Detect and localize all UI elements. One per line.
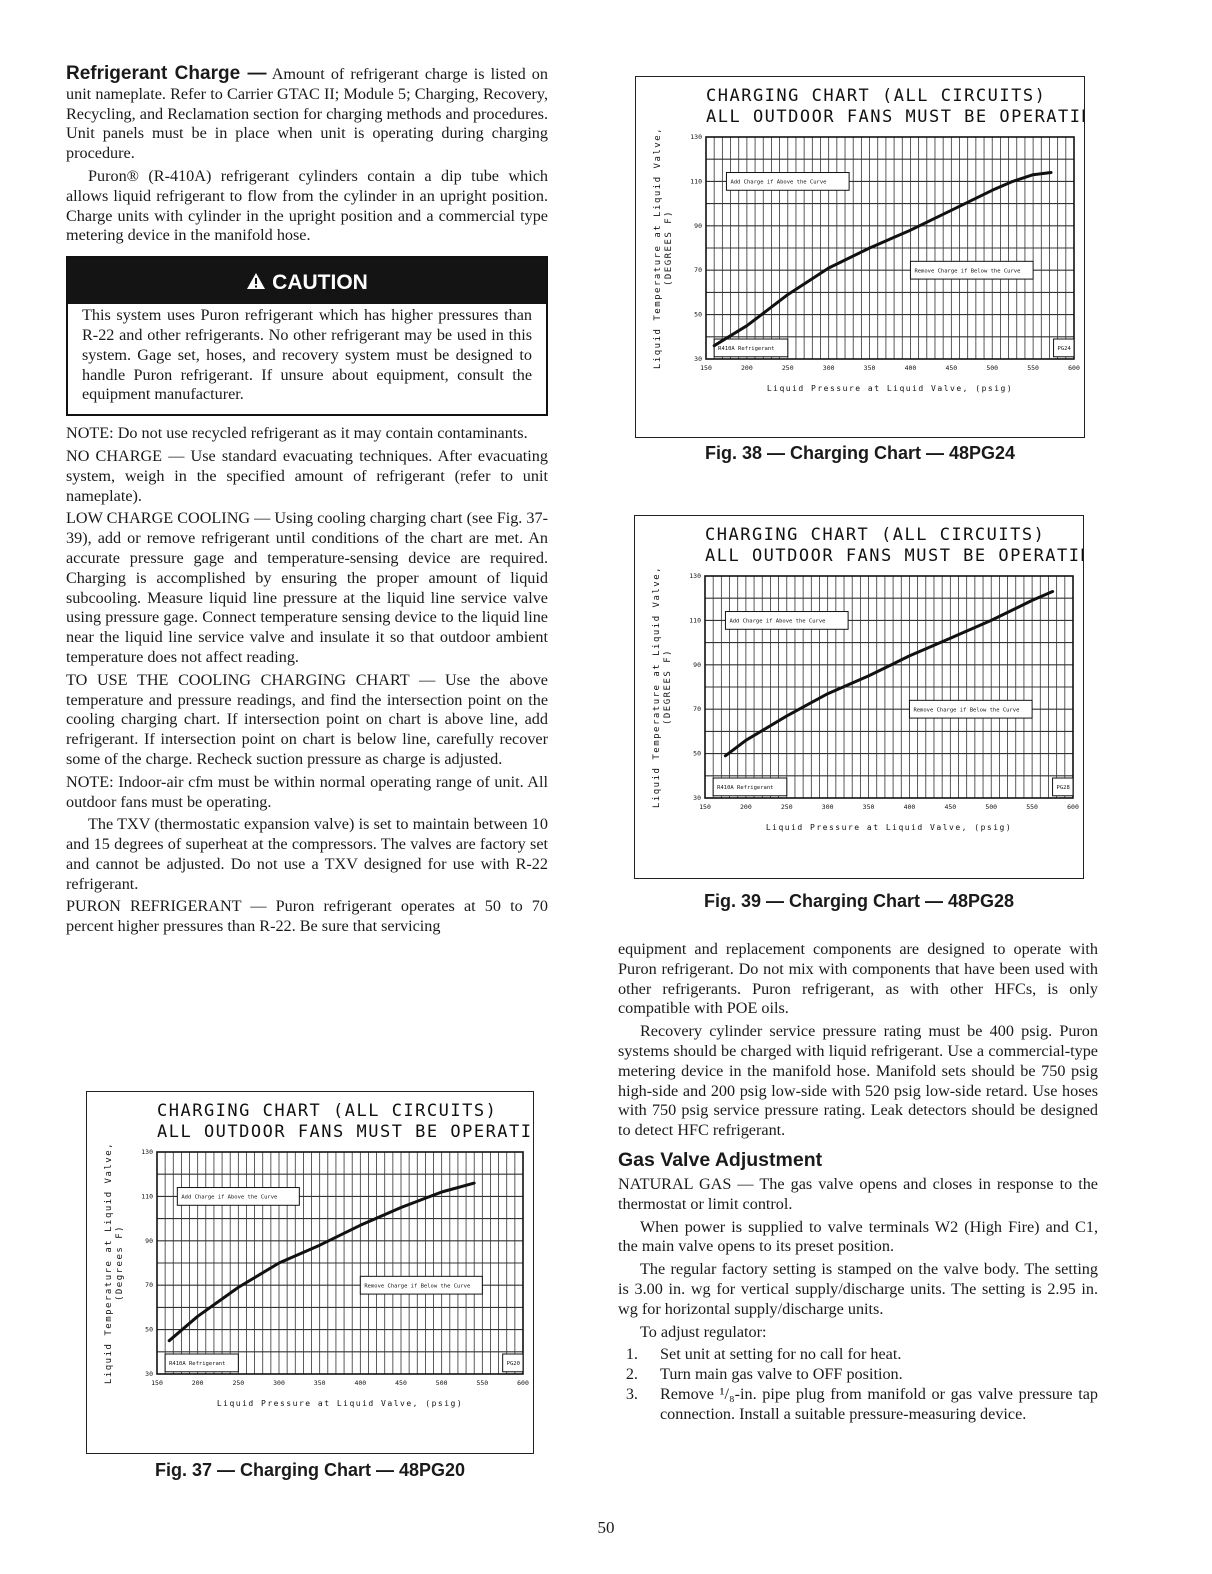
x-tick-label: 150 (151, 1379, 163, 1387)
x-tick-label: 500 (435, 1379, 448, 1387)
x-tick-label: 400 (904, 364, 917, 372)
caution-text: This system uses Puron refrigerant which has higher pressures than R-22 and other refrigerants. No other refrigerant may be used in this system. Gage set, hoses, and recovery system must be designed to handle Puron refrigerant. If unsure about equipment, consult the equipment manufacturer. (82, 306, 532, 404)
remove-charge-label: Remove Charge if Below the Curve (914, 268, 1021, 275)
note-indoor-air: NOTE: Indoor-air cfm must be within normal operating range of unit. All outdoor fans must be operating. (66, 772, 548, 811)
y-tick-label: 30 (694, 355, 702, 363)
to-use-chart-paragraph: TO USE THE COOLING CHARGING CHART — Use the above temperature and pressure readings, and find the intersection point on the cooling charging chart. If intersection point on chart is above line, add refrigerant. If intersection point on chart is below line, carefully recover some of the charge. Recheck suction pressure as charge is adjusted. (66, 670, 548, 768)
chart-subtitle: ALL OUTDOOR FANS MUST BE OPERATING (157, 1122, 533, 1142)
y-tick-label: 30 (145, 1370, 153, 1378)
figure-37-box (86, 1091, 534, 1454)
figure-38-caption: Fig. 38 — Charging Chart — 48PG24 (704, 443, 1016, 463)
x-tick-label: 350 (863, 364, 876, 372)
x-tick-label: 300 (273, 1379, 285, 1387)
y-tick-label: 130 (689, 572, 701, 580)
model-label: PG28 (1056, 785, 1070, 792)
add-charge-label: Add Charge if Above the Curve (730, 179, 827, 186)
factory-setting-paragraph: The regular factory setting is stamped on the valve body. The setting is 3.00 in. wg for vertical supply/discharge units. The setting is 2.95 in. wg for horizontal supply/discharge units. (618, 1260, 1098, 1318)
y-axis-label: Liquid Temperature at Liquid Valve,(Degrees F) (104, 1141, 125, 1385)
puron-refrigerant-paragraph: PURON REFRIGERANT — Puron refrigerant operates at 50 to 70 percent higher pressures than R-22. Be sure that servicing (66, 897, 548, 936)
no-charge-paragraph: NO CHARGE — Use standard evacuating techniques. After evacuating system, weigh in the specified amount of refrigerant (refer to unit nameplate). (66, 446, 548, 505)
to-adjust-label: To adjust regulator: (640, 1322, 767, 1341)
low-charge-paragraph: LOW CHARGE COOLING — Using cooling charging chart (see Fig. 37-39), add or remove refrigerant until conditions of the chart are met. An accurate pressure gage and temperature-sensing device are required. Charging is accomplished by ensuring the proper amount of liquid subcooling. Measure liquid line pressure at the liquid line service valve using pressure gage. Connect temperature sensing device to the liquid line near the liquid line service valve and insulate it so that outdoor ambient temperature does not affect reading. (66, 509, 548, 666)
figure-38-box (635, 76, 1085, 438)
warning-triangle-icon (246, 272, 266, 290)
charging-chart-48pg20 (87, 1092, 533, 1453)
x-tick-label: 300 (822, 364, 835, 372)
caution-title: CAUTION (272, 271, 368, 295)
y-axis-label: Liquid Temperature at Liquid Valve,(DEGREES F) (652, 565, 673, 809)
y-tick-label: 110 (689, 616, 701, 625)
list-item: 2. Turn main gas valve to OFF position. (642, 1365, 1098, 1385)
y-tick-label: 90 (145, 1236, 153, 1245)
refrigerant-charge-text: Amount of refrigerant charge is listed on unit nameplate. Refer to Carrier GTAC II; Module 5; Charging, Recovery, Recycling, and Reclamation section for charging methods and procedures. Unit panels must be in place when unit is operating during charging procedure. (66, 65, 548, 163)
y-tick-label: 50 (694, 310, 702, 319)
refrigerant-label: R410A Refrigerant (718, 346, 775, 353)
remove-charge-label: Remove Charge if Below the Curve (913, 707, 1020, 714)
x-tick-label: 350 (862, 803, 875, 811)
x-tick-label: 550 (1026, 803, 1038, 811)
model-label: PG20 (506, 1361, 520, 1368)
x-tick-label: 500 (985, 803, 998, 811)
add-charge-label: Add Charge if Above the Curve (729, 618, 826, 625)
x-tick-label: 400 (354, 1379, 367, 1387)
x-tick-label: 450 (944, 803, 957, 811)
x-tick-label: 200 (740, 803, 752, 811)
page-number: 50 (597, 1518, 615, 1537)
figure-39-box (634, 515, 1084, 879)
x-tick-label: 150 (699, 803, 711, 811)
x-axis-label: Liquid Pressure at Liquid Valve, (psig) (216, 1399, 464, 1408)
x-tick-label: 550 (1027, 364, 1039, 372)
y-tick-label: 110 (141, 1192, 153, 1201)
x-tick-label: 600 (1067, 803, 1079, 811)
caution-header (68, 258, 546, 304)
y-axis-label: Liquid Temperature at Liquid Valve,(DEGREES F) (653, 126, 674, 370)
chart-title: CHARGING CHART (ALL CIRCUITS) (706, 86, 1047, 106)
figure-37-caption: Fig. 37 — Charging Chart — 48PG20 (154, 1460, 466, 1480)
x-tick-label: 550 (476, 1379, 489, 1387)
charging-chart-48pg28 (635, 516, 1083, 878)
power-supply-paragraph: When power is supplied to valve terminals W2 (High Fire) and C1, the main valve opens to its preset position. (618, 1217, 1098, 1256)
charging-chart-48pg24 (636, 77, 1084, 437)
y-tick-label: 70 (694, 266, 702, 275)
chart-title: CHARGING CHART (ALL CIRCUITS) (705, 525, 1046, 545)
x-tick-label: 450 (945, 364, 958, 372)
y-tick-label: 50 (693, 749, 701, 758)
y-tick-label: 70 (693, 705, 701, 714)
y-tick-label: 110 (690, 177, 702, 186)
list-item: 3. Remove ¹/₈-in. pipe plug from manifold or gas valve pressure tap connection. Install a suitable pressure-measuring device. (642, 1385, 1098, 1425)
charge-curve-line (169, 1183, 474, 1341)
add-charge-label: Add Charge if Above the Curve (181, 1194, 278, 1201)
puron-cylinder-paragraph: Puron® (R-410A) refrigerant cylinders contain a dip tube which allows liquid refrigerant to flow from the cylinder in an upright position. Charge units with cylinder in the upright position and a commercial type metering device in the manifold hose. (66, 166, 548, 245)
x-tick-label: 250 (780, 803, 793, 811)
y-tick-label: 130 (141, 1148, 153, 1156)
x-tick-label: 500 (986, 364, 999, 372)
x-axis-label: Liquid Pressure at Liquid Valve, (psig) (766, 384, 1014, 393)
y-tick-label: 50 (145, 1325, 153, 1334)
y-tick-label: 30 (693, 794, 701, 802)
note-recycled: NOTE: Do not use recycled refrigerant as it may contain contaminants. (66, 424, 528, 443)
y-tick-label: 130 (690, 133, 702, 141)
list-item: 1. Set unit at setting for no call for heat. (642, 1345, 1098, 1365)
adjust-steps-list (618, 1345, 1098, 1424)
chart-subtitle: ALL OUTDOOR FANS MUST BE OPERATING (706, 107, 1084, 127)
refrigerant-label: R410A Refrigerant (169, 1361, 226, 1368)
chart-title: CHARGING CHART (ALL CIRCUITS) (157, 1101, 498, 1121)
refrigerant-label: R410A Refrigerant (717, 785, 774, 792)
model-label: PG24 (1057, 346, 1071, 353)
y-tick-label: 70 (145, 1281, 153, 1290)
x-tick-label: 400 (903, 803, 916, 811)
right-column (618, 940, 1098, 1425)
puron-equipment-paragraph: equipment and replacement components are designed to operate with Puron refrigerant. Do not mix with components that have been used with other refrigerants. Puron refrigerant, as with other HFCs, is only compatible with POE oils. (618, 940, 1098, 1018)
x-tick-label: 300 (821, 803, 834, 811)
x-tick-label: 250 (232, 1379, 245, 1387)
x-tick-label: 450 (395, 1379, 407, 1387)
x-tick-label: 200 (741, 364, 753, 372)
caution-box (66, 256, 548, 416)
x-tick-label: 150 (700, 364, 712, 372)
x-tick-label: 350 (313, 1379, 326, 1387)
x-tick-label: 200 (191, 1379, 204, 1387)
refrigerant-charge-heading: Refrigerant Charge — (66, 63, 267, 84)
chart-subtitle: ALL OUTDOOR FANS MUST BE OPERATING (705, 546, 1083, 566)
y-tick-label: 90 (693, 660, 701, 669)
remove-charge-label: Remove Charge if Below the Curve (364, 1283, 471, 1290)
x-tick-label: 600 (517, 1379, 529, 1387)
recovery-cylinder-paragraph: Recovery cylinder service pressure rating must be 400 psig. Puron systems should be charged with liquid refrigerant. Use a commercial-type metering device in the manifold hose. Manifold sets should be 750 psig high-side and 200 psig low-side with 520 psig low-side retard. Use hoses with 750 psig service pressure rating. Leak detectors should be designed to detect HFC refrigerant. (618, 1022, 1098, 1140)
x-tick-label: 250 (781, 364, 794, 372)
left-column (66, 64, 548, 940)
gas-valve-heading: Gas Valve Adjustment (618, 1148, 823, 1171)
figure-39-caption: Fig. 39 — Charging Chart — 48PG28 (703, 891, 1015, 911)
x-axis-label: Liquid Pressure at Liquid Valve, (psig) (765, 823, 1013, 832)
refrigerant-charge-paragraph (66, 64, 548, 164)
txv-paragraph: The TXV (thermostatic expansion valve) is set to maintain between 10 and 15 degrees of superheat at the compressors. The valves are factory set and cannot be adjusted. Do not use a TXV designed for use with R-22 refrigerant. (66, 815, 548, 893)
natural-gas-paragraph: NATURAL GAS — The gas valve opens and closes in response to the thermostat or limit control. (618, 1174, 1098, 1213)
x-tick-label: 600 (1068, 364, 1080, 372)
y-tick-label: 90 (694, 221, 702, 230)
